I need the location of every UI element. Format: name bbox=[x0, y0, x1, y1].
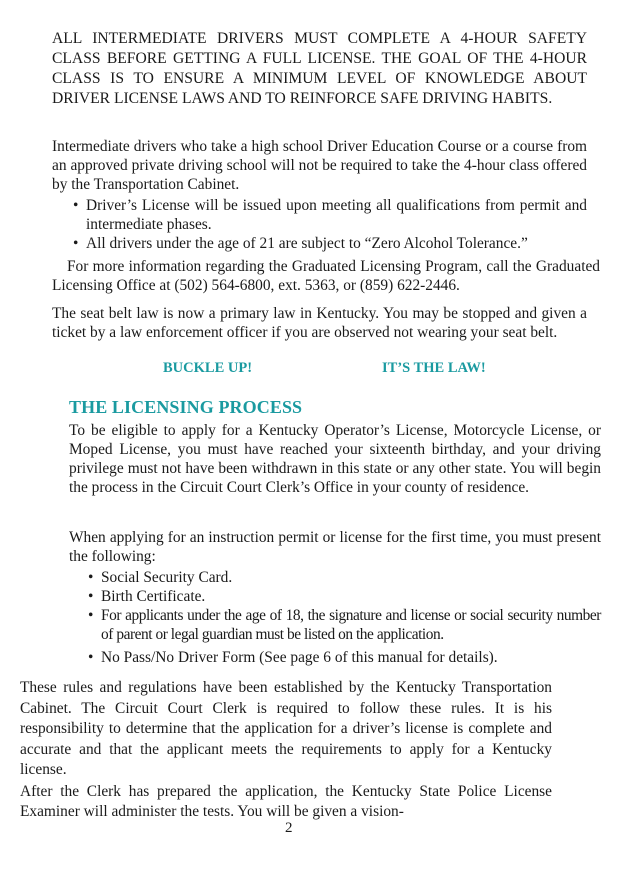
rules-paragraph: These rules and regulations have been established by the Kentucky Transportation Cabinet. The Circuit Court Clerk is required to follow these rules. It is his responsibility to determine that the application for a driver’s license is complete and accurate and that the applicant meets the requirements to apply for a Kentucky license. bbox=[20, 679, 552, 778]
bullet-text: Driver’s License will be issued upon meeting all qualifications from permit and intermediate phases. bbox=[86, 197, 587, 233]
eligible-paragraph: To be eligible to apply for a Kentucky Operator’s License, Motorcycle License, or Moped License, you must have reached your sixteenth birthday, and your driving privilege must not have been withdrawn in this state or any other state. You will begin the process in the Circuit Court Clerk’s Office in your county of residence. bbox=[69, 422, 601, 496]
buckle-up-slogan: BUCKLE UP! bbox=[163, 360, 253, 376]
after-clerk-paragraph: After the Clerk has prepared the application, the Kentucky State Police License Examiner will administer the tests. You will be given a vision- bbox=[20, 783, 552, 820]
bullet-text: Social Security Card. bbox=[101, 569, 233, 586]
bullet-dot: • bbox=[73, 197, 79, 214]
bullet-dot: • bbox=[88, 607, 93, 624]
section-title: THE LICENSING PROCESS bbox=[69, 397, 303, 417]
more-info-paragraph: For more information regarding the Graduated Licensing Program, call the Graduated Licensing Office at (502) 564-6800, ext. 5363, or (859) 622-2446. bbox=[52, 258, 600, 294]
bullet-zero-alcohol bbox=[73, 234, 591, 253]
bullet-dot: • bbox=[88, 588, 94, 605]
page-number: 2 bbox=[285, 820, 293, 836]
bullet-birth-certificate bbox=[88, 587, 591, 606]
bullet-text: For applicants under the age of 18, the signature and license or social security number of parent or legal guardian must be listed on the application. bbox=[101, 607, 601, 643]
bullet-dot: • bbox=[73, 235, 79, 252]
bullet-dot: • bbox=[88, 569, 94, 586]
its-the-law-slogan: IT’S THE LAW! bbox=[382, 360, 486, 376]
bullet-text: All drivers under the age of 21 are subject to “Zero Alcohol Tolerance.” bbox=[86, 235, 528, 252]
bullet-license-issued bbox=[73, 196, 587, 234]
intermediate-paragraph: Intermediate drivers who take a high school Driver Education Course or a course from an approved private driving school will not be required to take the 4-hour class offered by the Transportation Cabinet. bbox=[52, 138, 587, 193]
bullet-social-security bbox=[88, 568, 591, 587]
bullet-text: No Pass/No Driver Form (See page 6 of this manual for details). bbox=[101, 649, 498, 666]
bullet-text: Birth Certificate. bbox=[101, 588, 206, 605]
seatbelt-paragraph: The seat belt law is now a primary law in Kentucky. You may be stopped and given a ticket by a law enforcement officer if you are observed not wearing your seat belt. bbox=[52, 305, 587, 341]
bullet-under-18 bbox=[88, 606, 601, 644]
intro-caps-paragraph: ALL INTERMEDIATE DRIVERS MUST COMPLETE A 4-HOUR SAFETY CLASS BEFORE GETTING A FULL LICENSE. THE GOAL OF THE 4-HOUR CLASS IS TO ENSURE A MINIMUM LEVEL OF KNOWLEDGE ABOUT DRIVER LICENSE LAWS AND TO REINFORCE SAFE DRIVING HABITS. bbox=[52, 30, 587, 107]
applying-paragraph: When applying for an instruction permit or license for the first time, you must present the following: bbox=[69, 529, 601, 565]
bullet-dot: • bbox=[88, 649, 94, 666]
bullet-no-pass-form bbox=[88, 648, 601, 667]
